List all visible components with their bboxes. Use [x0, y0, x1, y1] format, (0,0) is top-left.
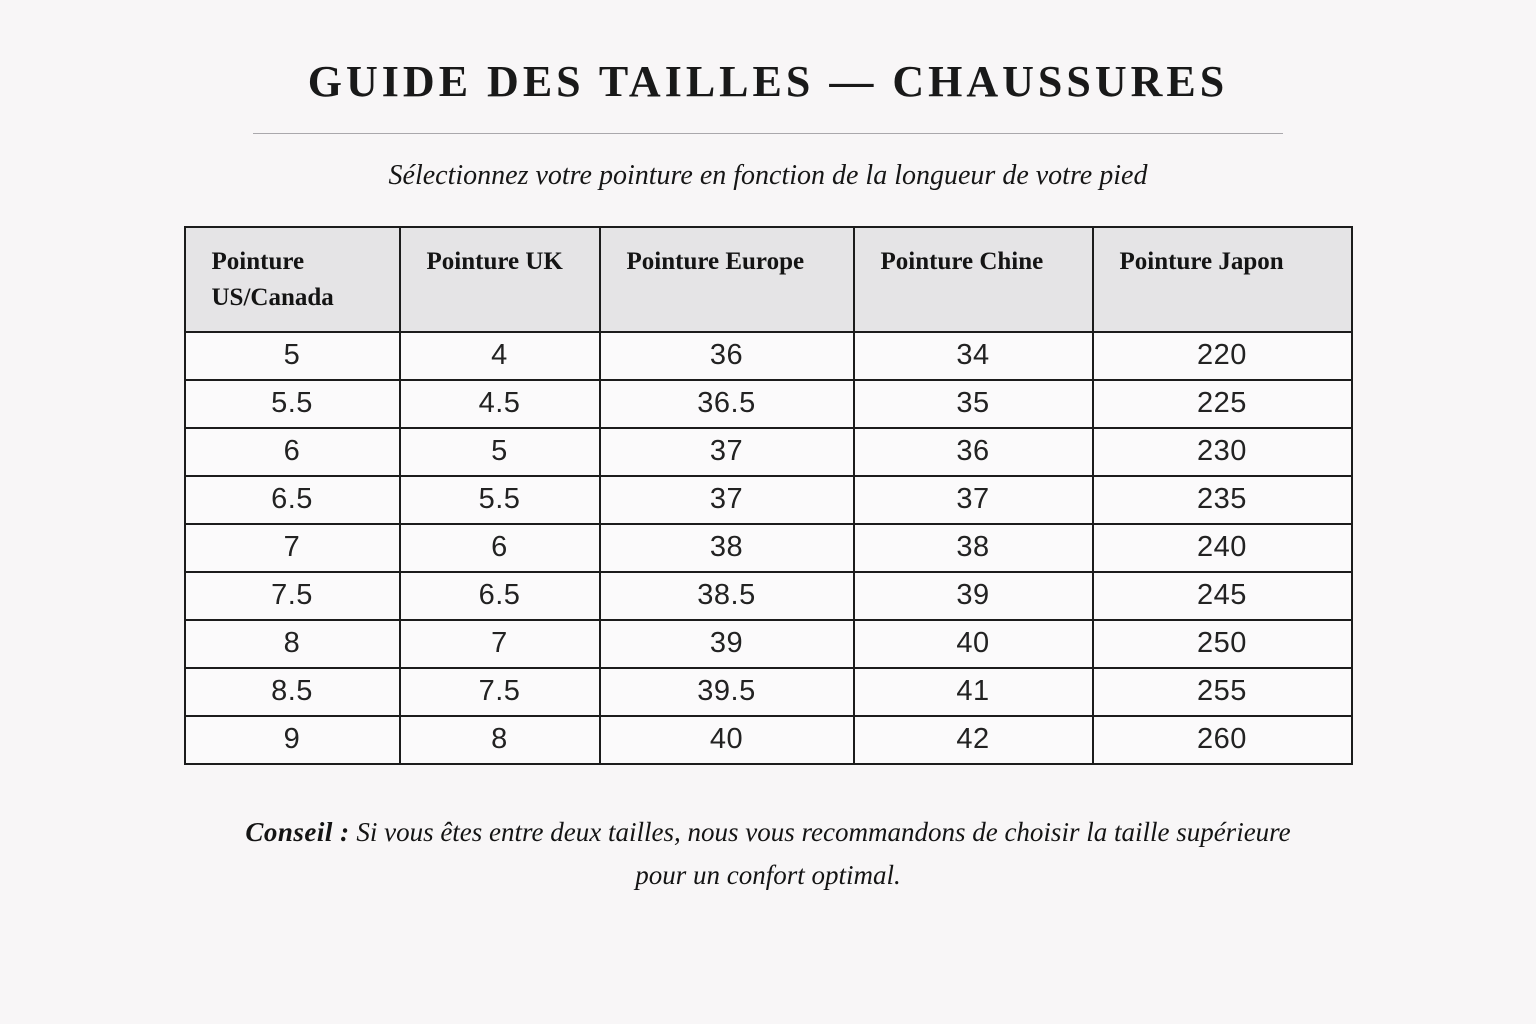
table-cell: 38 — [600, 524, 854, 572]
page-title: GUIDE DES TAILLES — CHAUSSURES — [307, 57, 1229, 106]
column-header-us-canada: Pointure US/Canada — [185, 227, 400, 332]
table-cell: 35 — [854, 380, 1093, 428]
table-cell: 250 — [1093, 620, 1352, 668]
table-cell: 37 — [600, 476, 854, 524]
advice-note-label: Conseil : — [245, 816, 350, 847]
table-cell: 5.5 — [185, 380, 400, 428]
page-subtitle: Sélectionnez votre pointure en fonction de la longueur de votre pied — [388, 160, 1148, 191]
table-cell: 245 — [1093, 572, 1352, 620]
column-header-chine: Pointure Chine — [854, 227, 1093, 332]
table-cell: 220 — [1093, 332, 1352, 380]
table-cell: 8 — [400, 716, 600, 764]
table-cell: 235 — [1093, 476, 1352, 524]
table-cell: 39.5 — [600, 668, 854, 716]
table-cell: 38.5 — [600, 572, 854, 620]
table-row — [185, 572, 1352, 620]
table-cell: 4 — [400, 332, 600, 380]
title-divider — [253, 133, 1283, 134]
advice-note — [223, 811, 1313, 897]
table-cell: 40 — [600, 716, 854, 764]
table-cell: 240 — [1093, 524, 1352, 572]
table-row — [185, 716, 1352, 764]
table-cell: 8.5 — [185, 668, 400, 716]
table-cell: 41 — [854, 668, 1093, 716]
table-cell: 5 — [185, 332, 400, 380]
table-cell: 230 — [1093, 428, 1352, 476]
table-row — [185, 620, 1352, 668]
table-cell: 40 — [854, 620, 1093, 668]
table-cell: 7 — [400, 620, 600, 668]
table-cell: 37 — [600, 428, 854, 476]
table-cell: 34 — [854, 332, 1093, 380]
table-cell: 6.5 — [400, 572, 600, 620]
table-cell: 6 — [185, 428, 400, 476]
table-cell: 9 — [185, 716, 400, 764]
table-cell: 38 — [854, 524, 1093, 572]
table-cell: 39 — [854, 572, 1093, 620]
table-cell: 37 — [854, 476, 1093, 524]
table-cell: 42 — [854, 716, 1093, 764]
table-row — [185, 476, 1352, 524]
table-cell: 36 — [600, 332, 854, 380]
table-header-row — [185, 227, 1352, 332]
column-header-uk: Pointure UK — [400, 227, 600, 332]
table-cell: 6.5 — [185, 476, 400, 524]
table-cell: 5 — [400, 428, 600, 476]
table-cell: 255 — [1093, 668, 1352, 716]
size-table — [184, 226, 1353, 765]
table-row — [185, 380, 1352, 428]
table-cell: 7 — [185, 524, 400, 572]
advice-note-text: Si vous êtes entre deux tailles, nous vous recommandons de choisir la taille supérieure pour un confort optimal. — [349, 816, 1291, 890]
table-cell: 6 — [400, 524, 600, 572]
table-cell: 5.5 — [400, 476, 600, 524]
table-cell: 7.5 — [400, 668, 600, 716]
table-cell: 7.5 — [185, 572, 400, 620]
table-row — [185, 524, 1352, 572]
column-header-europe: Pointure Europe — [600, 227, 854, 332]
table-cell: 8 — [185, 620, 400, 668]
table-cell: 36 — [854, 428, 1093, 476]
table-cell: 225 — [1093, 380, 1352, 428]
table-cell: 260 — [1093, 716, 1352, 764]
table-cell: 4.5 — [400, 380, 600, 428]
table-row — [185, 668, 1352, 716]
table-cell: 36.5 — [600, 380, 854, 428]
table-row — [185, 332, 1352, 380]
table-cell: 39 — [600, 620, 854, 668]
column-header-japon: Pointure Japon — [1093, 227, 1352, 332]
table-row — [185, 428, 1352, 476]
